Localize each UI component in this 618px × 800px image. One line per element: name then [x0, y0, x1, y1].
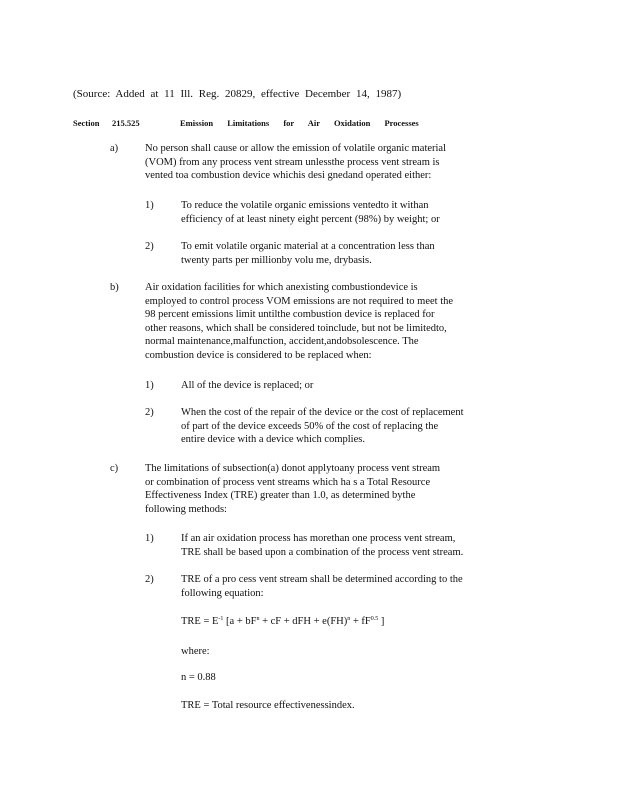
item-b2-label: 2)	[145, 407, 154, 418]
equation-exponent: 0.5	[370, 616, 379, 622]
text-line: employed to control process VOM emissions are not required to meet the	[145, 295, 454, 307]
equation-term: + cF + dFH + e(FH)	[259, 616, 348, 627]
text-line: efficiency of at least ninety eight percent (98%) by weight; or	[181, 213, 440, 225]
subsection-a-label: a)	[110, 143, 119, 154]
equation-lhs: TRE = E	[181, 616, 219, 627]
equation-term: + fF	[350, 616, 371, 627]
text-line: When the cost of the repair of the device or the cost of replacement	[181, 407, 464, 418]
equation-exponent: n	[347, 616, 351, 622]
text-line: entire device with a device which complies.	[181, 434, 365, 445]
item-b1-text	[181, 379, 313, 393]
text-line: To emit volatile organic material at a concentration less than	[181, 241, 435, 252]
text-line: Effectiveness Index (TRE) greater than 1.0, as determined bythe	[145, 490, 416, 501]
text-line: 98 percent emissions limit untilthe combustion device is replaced for	[145, 309, 435, 320]
tre-equation	[181, 615, 384, 629]
n-definition: n = 0.88	[181, 672, 216, 683]
text-line: All of the device is replaced; or	[181, 380, 314, 391]
item-b2-text	[181, 406, 464, 447]
subsection-b-text	[145, 281, 453, 362]
text-line: of part of the device exceeds 50% of the cost of replacing the	[181, 420, 439, 432]
subsection-b-label: b)	[110, 282, 119, 293]
subsection-c-text	[145, 462, 440, 516]
text-line: To reduce the volatile organic emissions ventedto it withan	[181, 200, 429, 211]
text-line: other reasons, which shall be considered toinclude, but not be limitedto,	[145, 322, 447, 334]
subsection-a-text	[145, 142, 446, 183]
item-b1-label: 1)	[145, 380, 154, 391]
item-a1-label: 1)	[145, 200, 154, 211]
section-title: Emission Limitations for Air Oxidation Processes	[180, 118, 419, 128]
equation-exponent: n	[256, 616, 260, 622]
equation-exponent: -1	[218, 616, 224, 622]
equation-term: [a + bF	[223, 616, 257, 627]
text-line: or combination of process vent streams which ha s a Total Resource	[145, 476, 431, 488]
tre-definition: TRE = Total resource effectivenessindex.	[181, 700, 355, 711]
text-line: vented toa combustion device whichis desi gnedand operated either:	[145, 170, 432, 181]
where-label: where:	[181, 646, 210, 657]
text-line: following equation:	[181, 587, 264, 599]
text-line: combustion device is considered to be replaced when:	[145, 349, 372, 361]
section-number: 215.525	[112, 118, 140, 128]
item-a1-text	[181, 199, 440, 226]
section-label: Section	[73, 118, 100, 128]
text-line: The limitations of subsection(a) donot applytoany process vent stream	[145, 463, 441, 474]
item-a2-label: 2)	[145, 241, 154, 252]
source-note: (Source: Added at 11 Ill. Reg. 20829, effective December 14, 1987)	[73, 88, 402, 100]
text-line: Air oxidation facilities for which anexisting combustiondevice is	[145, 282, 418, 293]
text-line: (VOM) from any process vent stream unlessthe process vent stream is	[145, 156, 440, 168]
item-c1-label: 1)	[145, 533, 154, 544]
item-c1-text	[181, 532, 463, 559]
subsection-c-label: c)	[110, 463, 119, 474]
text-line: TRE of a pro cess vent stream shall be determined according to the	[181, 574, 463, 585]
text-line: normal maintenance,malfunction, accident,andobsolescence. The	[145, 336, 419, 347]
item-c2-text	[181, 573, 463, 600]
text-line: If an air oxidation process has morethan one process vent stream,	[181, 533, 456, 544]
item-a2-text	[181, 240, 435, 267]
equation-end: ]	[378, 616, 385, 627]
item-c2-label: 2)	[145, 574, 154, 585]
text-line: TRE shall be based upon a combination of the process vent stream.	[181, 546, 464, 558]
text-line: twenty parts per millionby volu me, drybasis.	[181, 254, 372, 266]
text-line: No person shall cause or allow the emission of volatile organic material	[145, 143, 447, 154]
text-line: following methods:	[145, 503, 227, 515]
